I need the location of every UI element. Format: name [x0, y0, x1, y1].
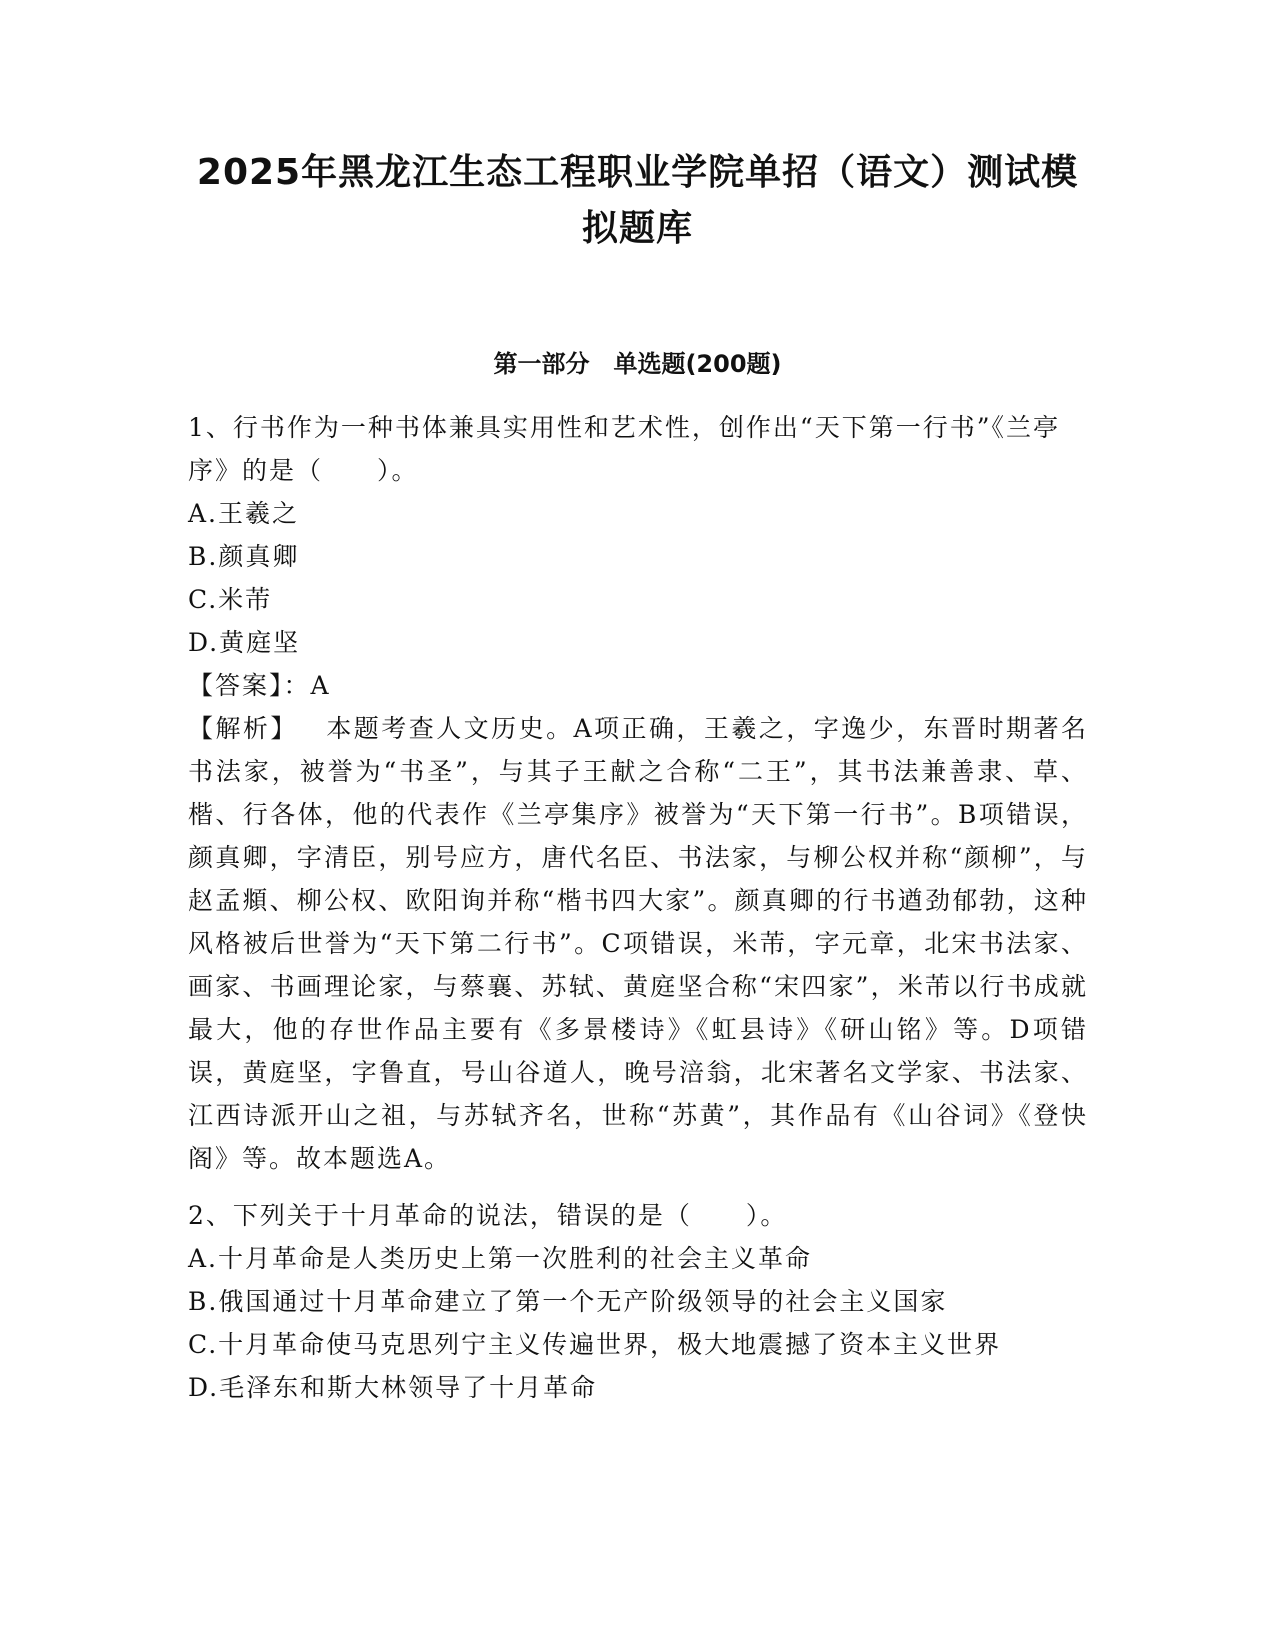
question-list [188, 406, 1088, 1423]
option-c: C.米芾 [188, 585, 273, 614]
analysis-label: 【解析】 [188, 714, 298, 743]
question-stem: 2、下列关于十月革命的说法，错误的是（ ）。 [188, 1201, 788, 1230]
option-b: B.俄国通过十月革命建立了第一个无产阶级领导的社会主义国家 [188, 1287, 948, 1316]
option-d: D.毛泽东和斯大林领导了十月革命 [188, 1373, 598, 1402]
option-d: D.黄庭坚 [188, 628, 301, 657]
question-1 [188, 406, 1088, 1180]
answer-label: 【答案】： [188, 671, 311, 700]
answer-value: A [310, 671, 331, 700]
question-2 [188, 1194, 1088, 1409]
option-a: A.十月革命是人类历史上第一次胜利的社会主义革命 [188, 1244, 813, 1273]
option-a: A.王羲之 [188, 499, 300, 528]
analysis [188, 707, 1088, 1180]
document-title: 2025年黑龙江生态工程职业学院单招（语文）测试模拟题库 [196, 152, 1079, 249]
question-stem: 1、行书作为一种书体兼具实用性和艺术性，创作出“天下第一行书”《兰亭序》的是（ ）。 [188, 413, 1060, 485]
option-c: C.十月革命使马克思列宁主义传遍世界，极大地震撼了资本主义世界 [188, 1330, 1002, 1359]
section-title: 第一部分 单选题(200题) [493, 350, 782, 378]
analysis-text: 本题考查人文历史。A项正确，王羲之，字逸少，东晋时期著名书法家，被誉为“书圣”，与其子王献之合称“二王”，其书法兼善隶、草、楷、行各体，他的代表作《兰亭集序》被誉为“天下第一行书”。B项错误，颜真卿，字清臣，别号应方，唐代名臣、书法家，与柳公权并称“颜柳”，与赵孟頫、柳公权、欧阳询并称“楷书四大家”。颜真卿的行书遒劲郁勃，这种风格被后世誉为“天下第二行书”。C项错误，米芾，字元章，北宋书法家、画家、书画理论家，与蔡襄、苏轼、黄庭坚合称“宋四家”，米芾以行书成就最大，他的存世作品主要有《多景楼诗》《虹县诗》《研山铭》等。D项错误，黄庭坚，字鲁直，号山谷道人，晚号涪翁，北宋著名文学家、书法家、江西诗派开山之祖，与苏轼齐名，世称“苏黄”，其作品有《山谷词》《登快阁》等。故本题选A。 [188, 714, 1088, 1173]
answer-line [188, 664, 1088, 707]
option-b: B.颜真卿 [188, 542, 300, 571]
